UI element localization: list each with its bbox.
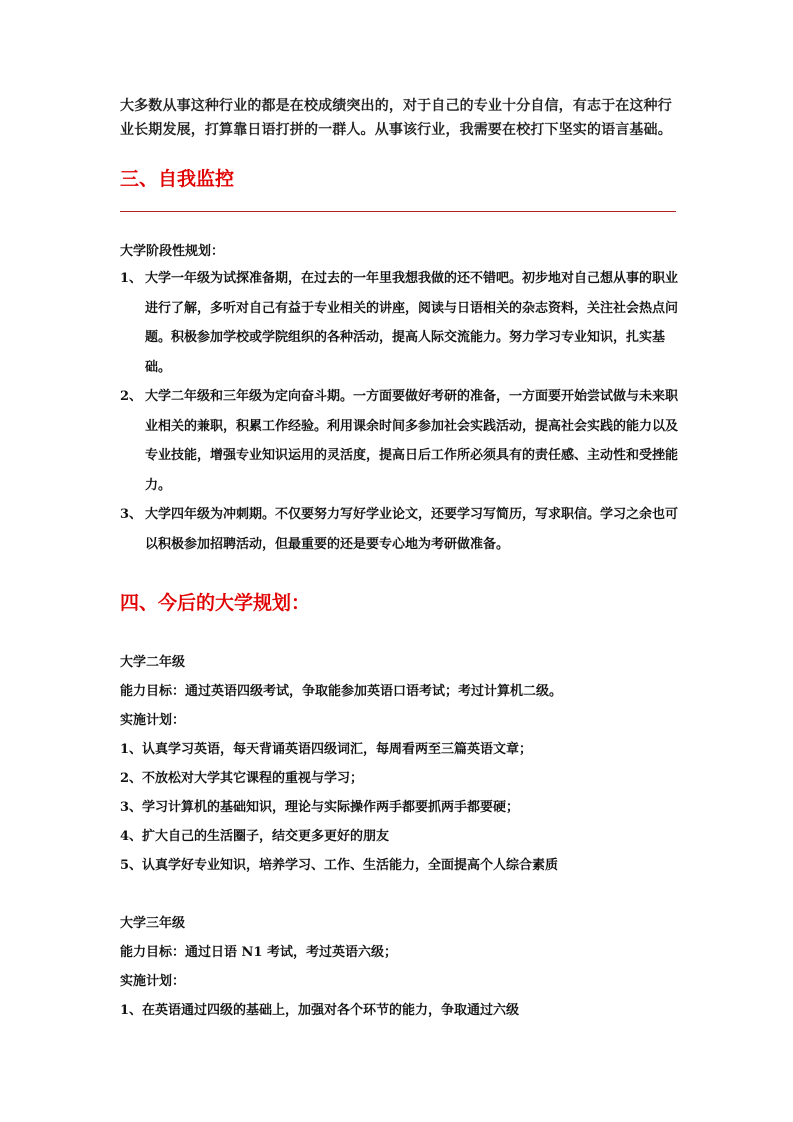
list-item-number: 3、 <box>120 507 143 522</box>
list-item <box>120 382 680 500</box>
year3-step: 1、在英语通过四级的基础上，加强对各个环节的能力，争取通过六级 <box>120 1003 520 1018</box>
year2-title: 大学二年级 <box>120 655 186 670</box>
year3-plan-label: 实施计划： <box>120 974 186 989</box>
list-item-number: 1、 <box>120 271 143 286</box>
list-item-text: 大学二年级和三年级为定向奋斗期。一方面要做好考研的准备，一方面要开始尝试做与未来职业相关的兼职，积累工作经验。利用课余时间多参加社会实践活动，提高社会实践的能力以及专业技能，增强专业知识运用的灵活度，提高日后工作所必须具有的责任感、主动性和受挫能力。 <box>145 389 679 493</box>
year2-step: 3、学习计算机的基础知识，理论与实际操作两手都要抓两手都要硬； <box>120 800 520 815</box>
list-item-text: 大学一年级为试探准备期，在过去的一年里我想我做的还不错吧。初步地对自己想从事的职业进行了解，多听对自己有益于专业相关的讲座，阅读与日语相关的杂志资料，关注社会热点问题。积极参加学校或学院组织的各种活动，提高人际交流能力。努力学习专业知识，扎实基础。 <box>145 271 679 375</box>
section-heading-self-monitoring: 三、自我监控 <box>120 168 235 190</box>
stage-plan-subtitle: 大学阶段性规划： <box>120 244 225 259</box>
year2-step: 1、认真学习英语，每天背诵英语四级词汇，每周看两至三篇英语文章； <box>120 742 533 757</box>
year2-step: 5、认真学好专业知识，培养学习、工作、生活能力，全面提高个人综合素质 <box>120 858 559 873</box>
year3-title: 大学三年级 <box>120 916 186 931</box>
year2-plan-label: 实施计划： <box>120 713 186 728</box>
list-item-number: 2、 <box>120 389 143 404</box>
intro-paragraph: 大多数从事这种行业的都是在校成绩突出的，对于自己的专业十分自信，有志于在这种行业长期发展，打算靠日语打拼的一群人。从事该行业，我需要在校打下坚实的语言基础。 <box>120 98 672 138</box>
year3-goal: 能力目标：通过日语 N1 考试，考过英语六级； <box>120 945 397 960</box>
stage-plan-list <box>120 264 680 559</box>
section-divider <box>120 211 676 212</box>
list-item-text: 大学四年级为冲刺期。不仅要努力写好学业论文，还要学习写简历，写求职信。学习之余也可以积极参加招聘活动，但最重要的还是要专心地为考研做准备。 <box>145 507 679 552</box>
year2-step: 4、扩大自己的生活圈子，结交更多更好的朋友 <box>120 829 390 844</box>
section-heading-future-plan: 四、今后的大学规划： <box>120 592 311 614</box>
list-item <box>120 500 680 559</box>
list-item <box>120 264 680 382</box>
year2-goal: 能力目标：通过英语四级考试，争取能参加英语口语考试；考过计算机二级。 <box>120 684 563 699</box>
year2-step: 2、不放松对大学其它课程的重视与学习； <box>120 771 364 786</box>
